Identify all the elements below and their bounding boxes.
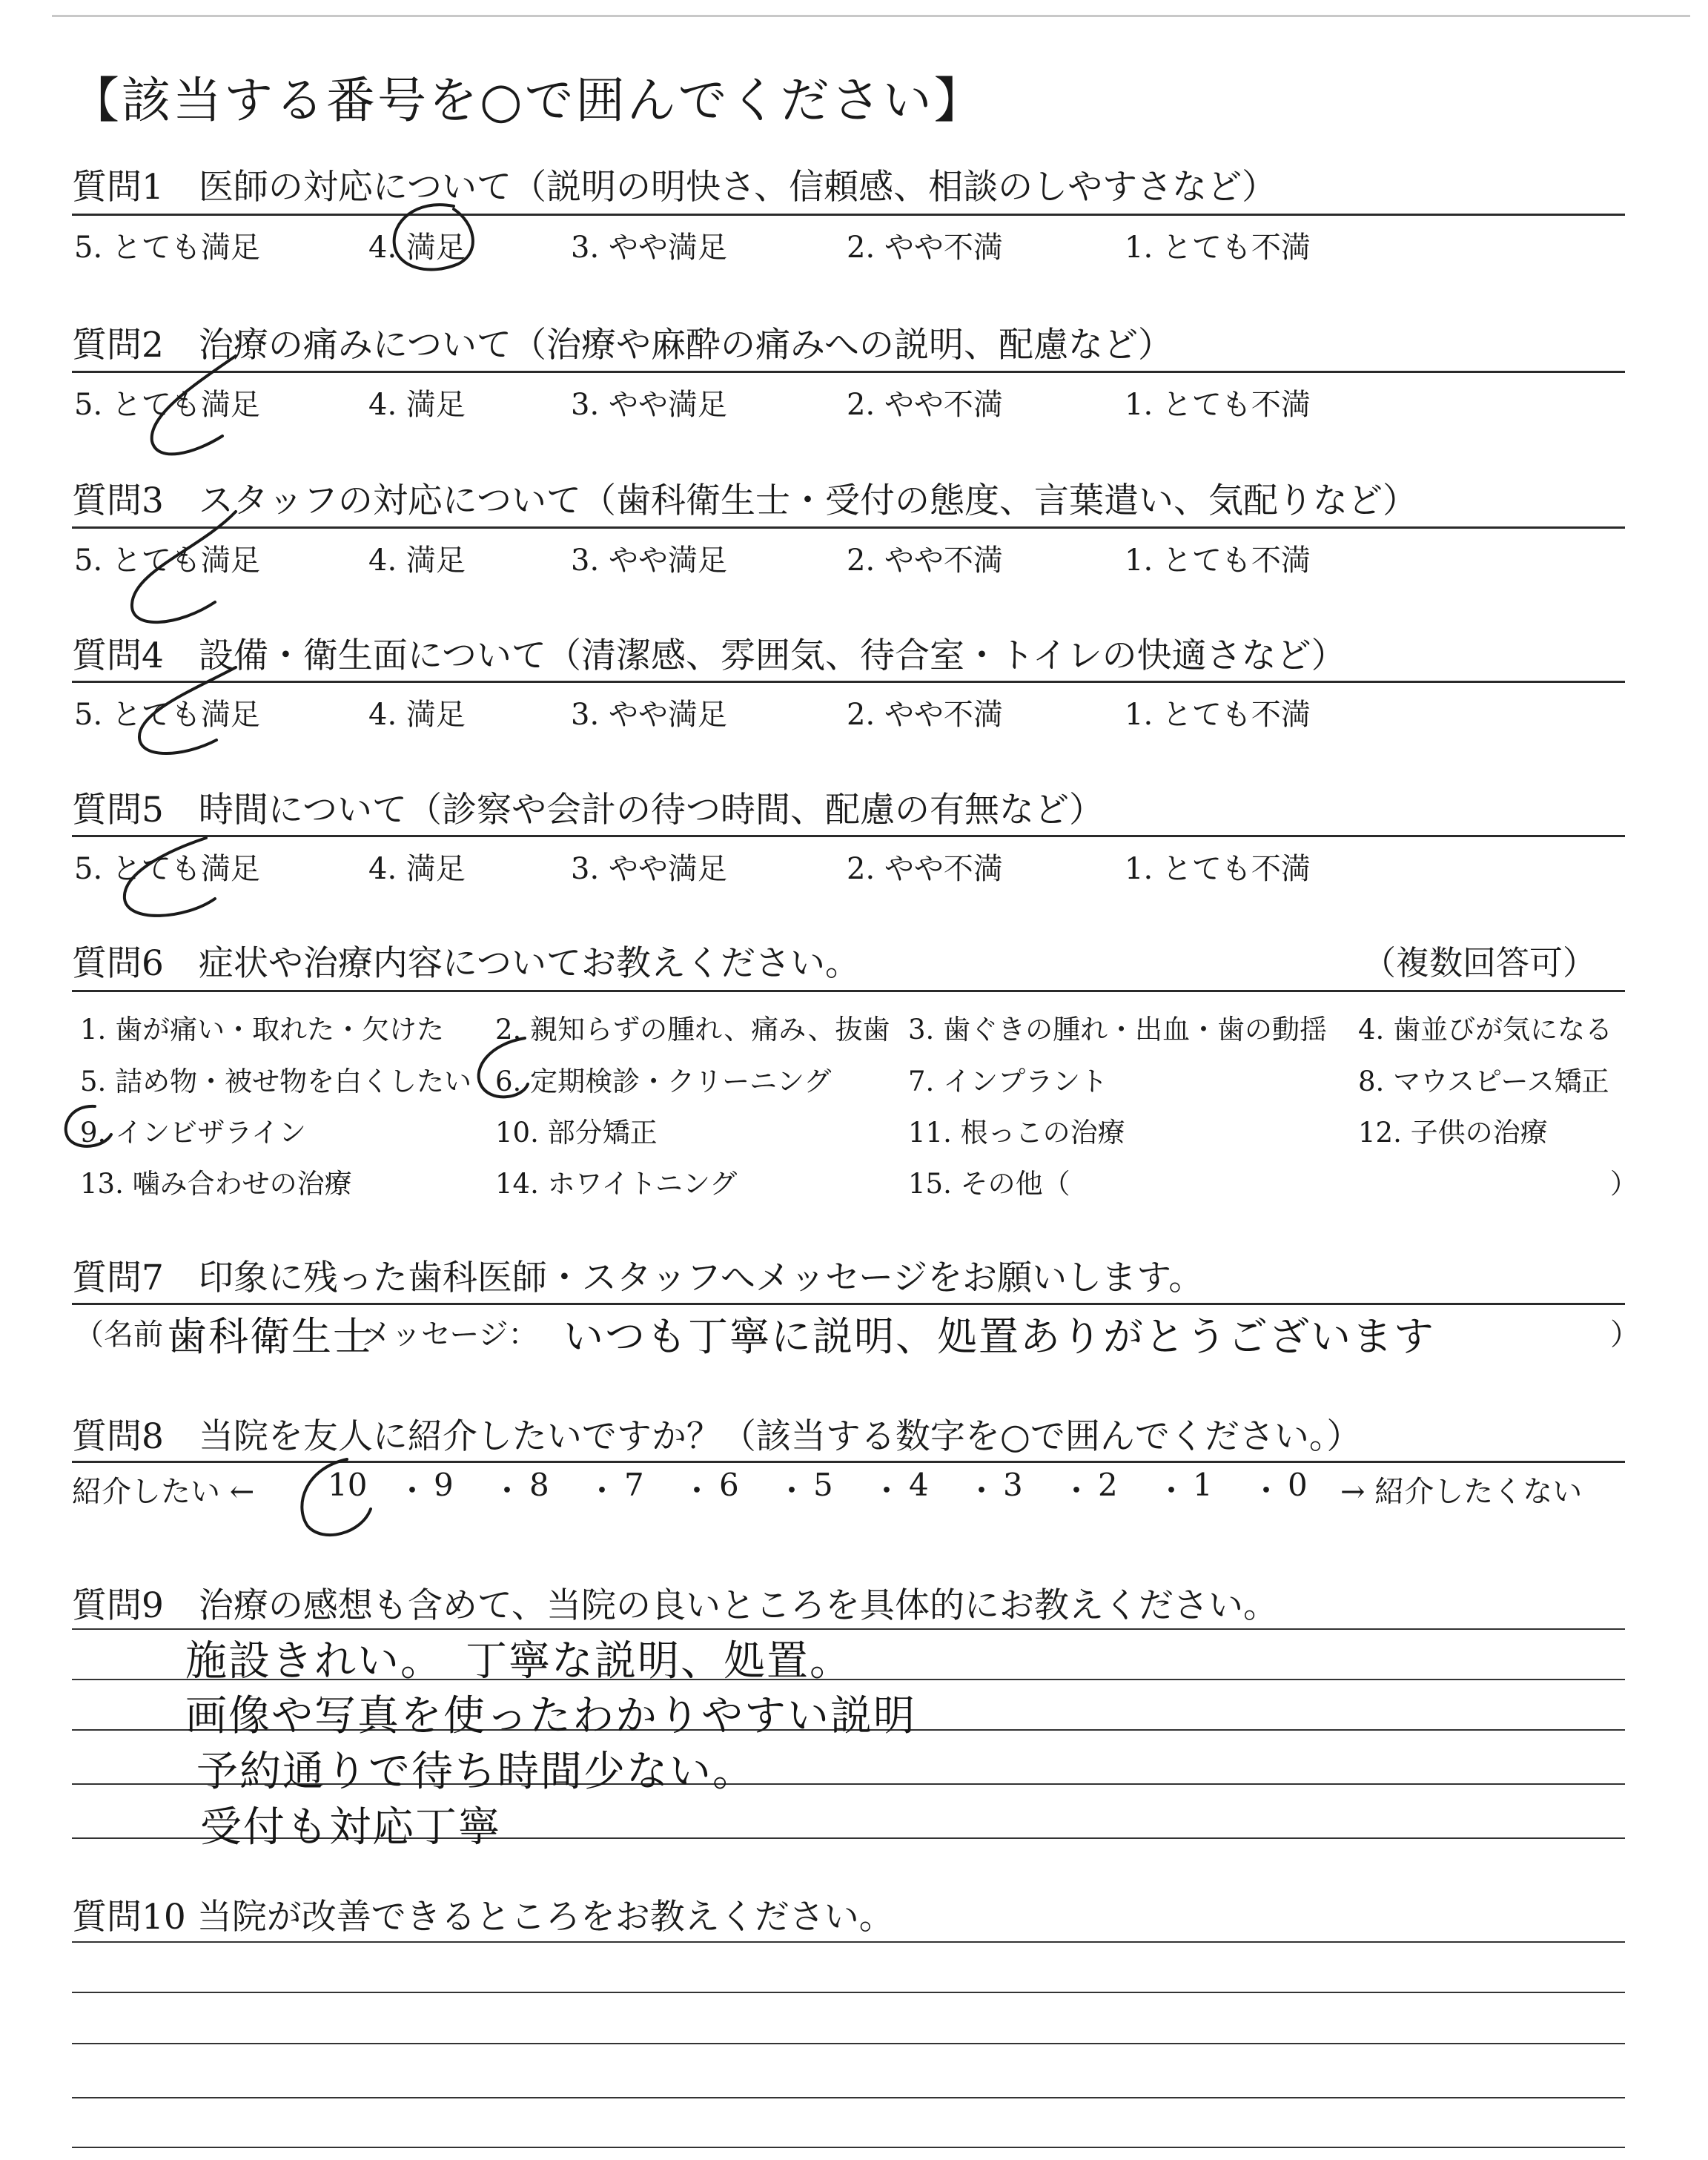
q1-option-5[interactable]: 5. とても満足 [74,231,260,265]
q6-option-6[interactable]: 6. 定期検診・クリーニング [495,1066,832,1097]
q2-option-4[interactable]: 4. 満足 [368,388,466,422]
question-4-rule [72,681,1625,683]
q5-option-1[interactable]: 1. とても不満 [1125,852,1311,886]
multiple-answer-note: （複数回答可） [1363,943,1597,982]
q6-option-4[interactable]: 4. 歯並びが気になる [1358,1014,1613,1046]
answer-line [72,1941,1625,1943]
q3-option-1[interactable]: 1. とても不満 [1125,544,1311,578]
q2-option-2[interactable]: 2. やや不満 [847,388,1003,422]
question-3-rule [72,526,1625,529]
q3-option-2[interactable]: 2. やや不満 [847,544,1003,578]
question-8: 質問8 当院を友人に紹介したいですか？（該当する数字を○で囲んでください。） [72,1416,1362,1457]
q2-option-3[interactable]: 3. やや満足 [571,388,727,422]
q9-answer-line-1[interactable]: 施設きれい。 丁寧な説明、処置。 [185,1637,853,1685]
scale-dot: ・ [966,1473,998,1509]
q9-answer-line-3[interactable]: 予約通りで待ち時間少ない。 [196,1748,755,1796]
question-1: 質問1 医師の対応について（説明の明快さ、信頼感、相談のしやすさなど） [72,167,1277,208]
scale-0[interactable]: 0 [1288,1467,1308,1503]
q6-option-1[interactable]: 1. 歯が痛い・取れた・欠けた [80,1014,445,1046]
message-label: メッセージ： [362,1318,538,1352]
q6-option-5[interactable]: 5. 詰め物・被せ物を白くしたい [80,1066,472,1097]
answer-line [72,2097,1625,2098]
message-value[interactable]: いつも丁寧に説明、処置ありがとうございます [563,1313,1435,1360]
q6-option-15[interactable]: 15. その他（ [908,1168,1070,1200]
question-3: 質問3 スタッフの対応について（歯科衛生士・受付の態度、言葉遣い、気配りなど） [72,480,1417,521]
recommend-label: 紹介したい ← [72,1475,255,1509]
q6-option-9[interactable]: 9. インビザライン [80,1117,306,1149]
scale-dot: ・ [1061,1473,1093,1509]
question-2: 質問2 治療の痛みについて（治療や麻酔の痛みへの説明、配慮など） [72,325,1174,366]
q9-answer-line-2[interactable]: 画像や写真を使ったわかりやすい説明 [185,1692,916,1740]
q7-close-paren: ） [1610,1318,1640,1352]
scale-7[interactable]: 7 [624,1467,644,1503]
scale-dot: ・ [776,1473,808,1509]
scale-dot: ・ [491,1473,523,1509]
q4-option-1[interactable]: 1. とても不満 [1125,698,1311,732]
name-value[interactable]: 歯科衛生士 [167,1313,374,1360]
scale-9[interactable]: 9 [434,1467,454,1503]
q4-option-5[interactable]: 5. とても満足 [74,698,260,732]
q6-option-11[interactable]: 11. 根っこの治療 [908,1117,1125,1149]
form-title: 【該当する番号を○で囲んでください】 [70,72,985,129]
scale-dot: ・ [397,1473,428,1509]
q1-option-1[interactable]: 1. とても不満 [1125,231,1311,265]
q3-option-4[interactable]: 4. 満足 [368,544,466,578]
q1-option-4[interactable]: 4. 満足 [368,231,466,265]
scale-8[interactable]: 8 [529,1467,549,1503]
q9-answer-line-4[interactable]: 受付も対応丁寧 [200,1803,501,1852]
q3-option-3[interactable]: 3. やや満足 [571,544,727,578]
q6-option-2[interactable]: 2. 親知らずの腫れ、痛み、抜歯 [495,1014,890,1046]
not-recommend-label: → 紹介したくない [1340,1475,1583,1509]
scale-4[interactable]: 4 [909,1467,929,1503]
question-5: 質問5 時間について（診察や会計の待つ時間、配慮の有無など） [72,790,1104,830]
q6-option-8[interactable]: 8. マウスピース矯正 [1358,1066,1609,1097]
question-4: 質問4 設備・衛生面について（清潔感、雰囲気、待合室・トイレの快適さなど） [72,635,1346,676]
q5-option-2[interactable]: 2. やや不満 [847,852,1003,886]
top-edge-line [52,15,1690,17]
q5-option-4[interactable]: 4. 満足 [368,852,466,886]
q2-option-1[interactable]: 1. とても不満 [1125,388,1311,422]
question-1-rule [72,214,1625,216]
q5-option-5[interactable]: 5. とても満足 [74,852,260,886]
scale-dot: ・ [586,1473,618,1509]
scale-5[interactable]: 5 [813,1467,833,1503]
scale-2[interactable]: 2 [1098,1467,1118,1503]
question-10: 質問10 当院が改善できるところをお教えください。 [72,1897,894,1938]
scale-dot: ・ [871,1473,903,1509]
question-6: 質問6 症状や治療内容についてお教えください。 [72,943,860,984]
q2-option-5[interactable]: 5. とても満足 [74,388,260,422]
q6-option-13[interactable]: 13. 噛み合わせの治療 [80,1168,352,1200]
answer-line [72,2043,1625,2044]
q6-option-14[interactable]: 14. ホワイトニング [495,1168,738,1200]
scale-3[interactable]: 3 [1003,1467,1023,1503]
q4-option-4[interactable]: 4. 満足 [368,698,466,732]
scale-1[interactable]: 1 [1193,1467,1213,1503]
q6-option-10[interactable]: 10. 部分矯正 [495,1117,658,1149]
q3-option-5[interactable]: 5. とても満足 [74,544,260,578]
q4-option-2[interactable]: 2. やや不満 [847,698,1003,732]
q4-option-3[interactable]: 3. やや満足 [571,698,727,732]
question-2-rule [72,371,1625,373]
question-8-rule [72,1461,1625,1463]
question-7: 質問7 印象に残った歯科医師・スタッフへメッセージをお願いします。 [72,1258,1204,1298]
name-label: （名前 [74,1318,163,1352]
scale-10[interactable]: 10 [328,1467,368,1503]
q1-option-3[interactable]: 3. やや満足 [571,231,727,265]
q5-option-3[interactable]: 3. やや満足 [571,852,727,886]
answer-line [72,1992,1625,1993]
scale-dot: ・ [1156,1473,1188,1509]
question-6-rule [72,990,1625,992]
scale-dot: ・ [681,1473,713,1509]
q6-option-12[interactable]: 12. 子供の治療 [1358,1117,1548,1149]
q6-option-3[interactable]: 3. 歯ぐきの腫れ・出血・歯の動揺 [908,1014,1328,1046]
q1-option-2[interactable]: 2. やや不満 [847,231,1003,265]
q6-option-7[interactable]: 7. インプラント [908,1066,1108,1097]
q6-other-close-paren: ） [1610,1168,1638,1200]
answer-line [72,2147,1625,2148]
question-5-rule [72,835,1625,837]
question-9: 質問9 治療の感想も含めて、当院の良いところを具体的にお教えください。 [72,1585,1278,1626]
scale-6[interactable]: 6 [719,1467,739,1503]
scale-dot: ・ [1251,1473,1282,1509]
